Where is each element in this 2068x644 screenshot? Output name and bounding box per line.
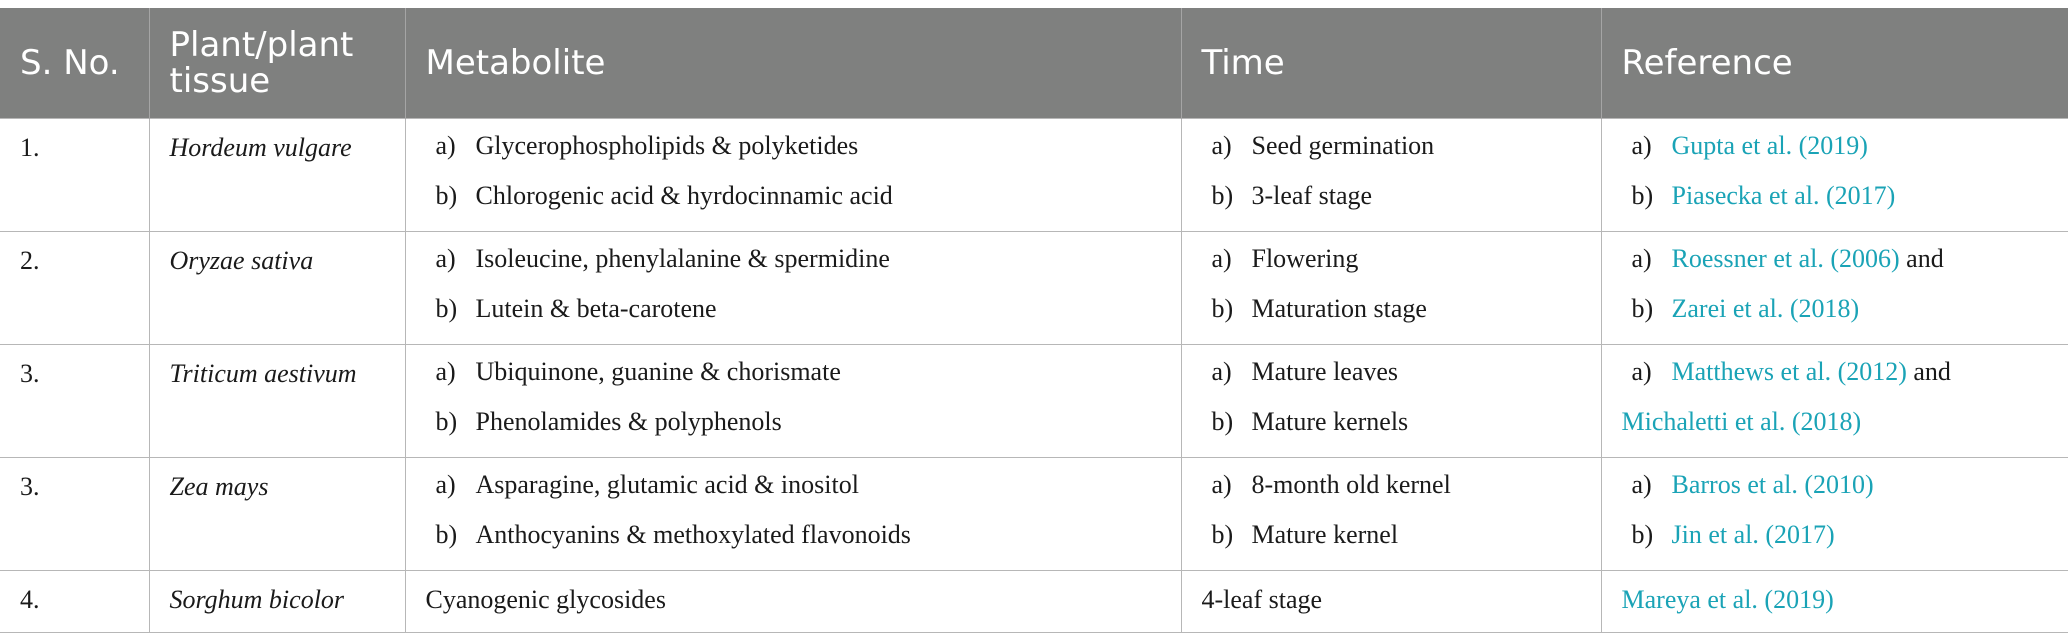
sno-cell: 4. — [0, 570, 149, 632]
time-item: b) Mature kernel — [1211, 519, 1399, 549]
sno-cell: 2. — [0, 231, 149, 344]
metabolite-item: b) Chlorogenic acid & hyrdocinnamic acid — [435, 180, 893, 210]
reference-link[interactable]: Jin et al. (2017) — [1671, 519, 1835, 549]
table-row — [0, 344, 2068, 457]
header-metabolite: Metabolite — [405, 8, 1181, 118]
metabolite-cell — [405, 231, 1181, 344]
plant-cell: Hordeum vulgare — [149, 118, 405, 231]
reference-link[interactable]: Piasecka et al. (2017) — [1671, 180, 1896, 210]
metabolite-cell — [405, 118, 1181, 231]
table-row — [0, 118, 2068, 231]
metabolite-item: b) Lutein & beta-carotene — [435, 293, 717, 323]
sno-cell: 3. — [0, 457, 149, 570]
header-row — [0, 8, 2068, 118]
metabolite-cell — [405, 344, 1181, 457]
metabolite-cell — [405, 457, 1181, 570]
table-body — [0, 118, 2068, 632]
time-cell: 4-leaf stage — [1181, 570, 1601, 632]
table-row — [0, 570, 2068, 632]
metabolite-cell: Cyanogenic glycosides — [405, 570, 1181, 632]
time-item: b) 3-leaf stage — [1211, 180, 1373, 210]
metabolite-item: a) Ubiquinone, guanine & chorismate — [435, 356, 841, 386]
header-sno: S. No. — [0, 8, 149, 118]
reference-link[interactable]: Michaletti et al. (2018) — [1621, 406, 1862, 436]
table-row — [0, 457, 2068, 570]
plant-cell: Oryzae sativa — [149, 231, 405, 344]
time-item: a) Seed germination — [1211, 130, 1435, 160]
metabolite-item: a) Glycerophospholipids & polyketides — [435, 130, 859, 160]
time-item: a) Flowering — [1211, 243, 1359, 273]
plant-cell: Zea mays — [149, 457, 405, 570]
sno-cell: 1. — [0, 118, 149, 231]
plant-cell: Sorghum bicolor — [149, 570, 405, 632]
time-cell — [1181, 344, 1601, 457]
sno-cell: 3. — [0, 344, 149, 457]
time-cell — [1181, 457, 1601, 570]
reference-cell: a) Roessner et al. (2006) and b) Zarei et al. (2018) — [1601, 231, 2068, 344]
table-header — [0, 8, 2068, 118]
metabolite-item: b) Anthocyanins & methoxylated flavonoids — [435, 519, 911, 549]
metabolite-item: a) Isoleucine, phenylalanine & spermidine — [435, 243, 890, 273]
reference-link[interactable]: Mareya et al. (2019) — [1621, 584, 1834, 614]
reference-cell: a) Gupta et al. (2019) b) Piasecka et al. (2017) — [1601, 118, 2068, 231]
reference-link[interactable]: Matthews et al. (2012) — [1671, 356, 1907, 386]
metabolite-item: b) Phenolamides & polyphenols — [435, 406, 782, 436]
reference-link[interactable]: Zarei et al. (2018) — [1671, 293, 1860, 323]
reference-cell: a) Barros et al. (2010) b) Jin et al. (2017) — [1601, 457, 2068, 570]
plant-cell: Triticum aestivum — [149, 344, 405, 457]
reference-link[interactable]: Gupta et al. (2019) — [1671, 130, 1868, 160]
time-item: a) Mature leaves — [1211, 356, 1399, 386]
time-item: b) Mature kernels — [1211, 406, 1409, 436]
header-reference: Reference — [1601, 8, 2068, 118]
table-row — [0, 231, 2068, 344]
header-time: Time — [1181, 8, 1601, 118]
time-item: b) Maturation stage — [1211, 293, 1427, 323]
time-cell — [1181, 231, 1601, 344]
reference-link[interactable]: Barros et al. (2010) — [1671, 469, 1874, 499]
time-cell — [1181, 118, 1601, 231]
time-item: a) 8-month old kernel — [1211, 469, 1451, 499]
reference-link[interactable]: Roessner et al. (2006) — [1671, 243, 1900, 273]
metabolite-table — [0, 8, 2068, 633]
metabolite-item: a) Asparagine, glutamic acid & inositol — [435, 469, 859, 499]
header-plant: Plant/plant tissue — [149, 8, 405, 118]
reference-cell: a) Matthews et al. (2012) and Michaletti et al. (2018) — [1601, 344, 2068, 457]
reference-cell — [1601, 570, 2068, 632]
